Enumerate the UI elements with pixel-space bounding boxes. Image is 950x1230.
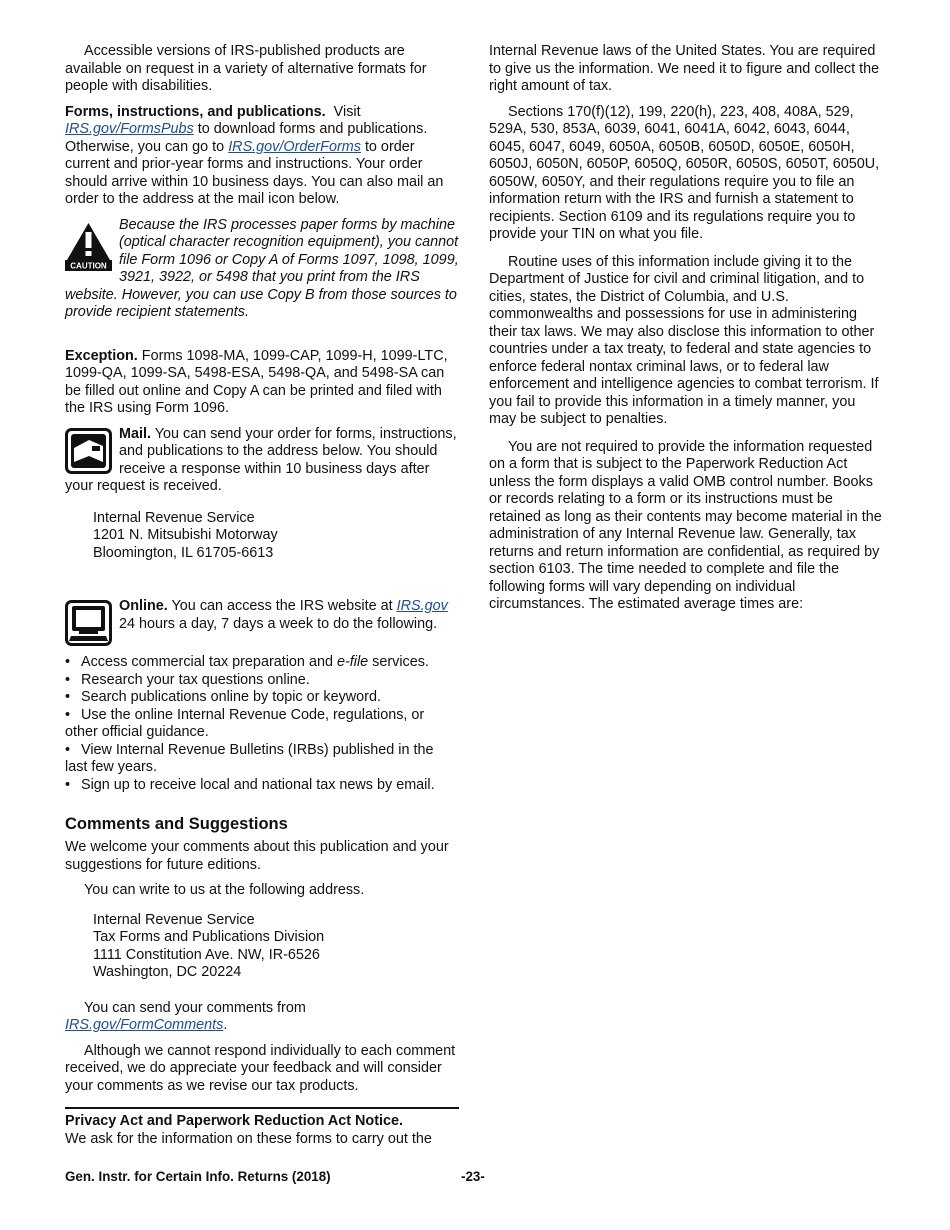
section-divider — [65, 1107, 459, 1109]
page-footer — [65, 1168, 883, 1186]
irs-gov-link[interactable]: IRS.gov — [396, 598, 448, 614]
comments-address: Internal Revenue Service Tax Forms and Publications Division 1111 Constitution Ave. NW, IR-6526 Washington, DC 20224 — [93, 911, 325, 980]
comments-paragraph-4: Although we cannot respond individually to each comment received, we do appreciate your feedback and will consider your comments as we revise our tax products. — [65, 1042, 456, 1094]
online-block: Online. You can access the IRS website at IRS.gov 24 hours a day, 7 days a week to do the following. — [65, 598, 459, 648]
mail-icon — [65, 428, 112, 474]
send-comments-paragraph: You can send your comments from IRS.gov/FormComments. — [65, 999, 306, 1033]
page-number: -23- — [461, 1169, 485, 1184]
mail-block — [65, 426, 459, 496]
comments-paragraph-1: We welcome your comments about this publication and your suggestions for future editions. — [65, 839, 449, 873]
list-item: • Search publications online by topic or keyword. — [65, 689, 381, 705]
privacy-heading: Privacy Act and Paperwork Reduction Act Notice. — [65, 1113, 404, 1129]
list-item: • View Internal Revenue Bulletins (IRBs) published in the last few years. — [65, 741, 434, 775]
caution-label: CAUTION — [70, 261, 107, 270]
irs-formspubs-link[interactable]: IRS.gov/FormsPubs — [65, 121, 194, 137]
accessible-versions-paragraph: Accessible versions of IRS-published products are available on request in a variety of alternative formats for people with disabilities. — [65, 43, 427, 94]
sections-paragraph: Sections 170(f)(12), 199, 220(h), 223, 408, 408A, 529, 529A, 530, 853A, 6039, 6041, 6041A, 6042, 6043, 6044, 6045, 6047, 6049, 6050A, 6050B, 6050D, 6050E, 6050H, 6050J, 6050N, 6050P, 6050Q, 6050R, 6050S, 6050T, 6050U, 6050W, 6050Y, and their regulations require you to file an information return with the IRS and furnish a statement to recipients. Section 6109 and its regulations require you to provide your TIN on what you file. — [489, 103, 880, 242]
mail-text: You can send your order for forms, instructions, and publications to the address below. You should receive a response within 10 business days after your request is received. — [65, 425, 457, 494]
irs-formcomments-link[interactable]: IRS.gov/FormComments — [65, 1017, 224, 1033]
order-address: Internal Revenue Service 1201 N. Mitsubishi Motorway Bloomington, IL 61705-6613 — [93, 509, 278, 561]
comments-paragraph-2: You can write to us at the following address. — [84, 882, 365, 898]
mail-heading: Mail. — [119, 425, 151, 442]
list-item: • Research your tax questions online. — [65, 671, 310, 688]
forms-paragraph: Forms, instructions, and publications. Visit IRS.gov/FormsPubs to download forms and publications. Otherwise, you can go to IRS.gov/OrderForms to order current and prior-year forms and instructions. Your order should arrive within 10 business days. You can also mail an order to the address at the mail icon below. — [65, 103, 444, 207]
list-item: • Sign up to receive local and national tax news by email. — [65, 776, 435, 793]
routine-uses-paragraph: Routine uses of this information include giving it to the Department of Justice for civil and criminal litigation, and to cities, states, the District of Columbia, and U.S. commonwealths and possessions for use in administering their tax laws. We may also disclose this information to other countries under a tax treaty, to federal and state agencies to enforce federal nontax criminal laws, or to federal law enforcement and intelligence agencies to combat terrorism. If you fail to provide this information in a timely manner, you may be subject to penalties. — [489, 253, 879, 427]
caution-icon — [65, 221, 112, 271]
caution-block — [65, 217, 459, 322]
caution-text: Because the IRS processes paper forms by machine (optical character recognition equipment), you cannot file Form 1096 or Copy A of Forms 1097, 1098, 1099, 3921, 3922, or 5498 that you print from the IRS website. However, you can use Copy B from those sources to provide recipient statements. — [65, 216, 459, 320]
privacy-continued-paragraph: Internal Revenue laws of the United States. You are required to give us the information. We need it to figure and collect the right amount of tax. — [489, 43, 880, 94]
irs-orderforms-link[interactable]: IRS.gov/OrderForms — [228, 138, 361, 155]
list-item: • Access commercial tax preparation and e-file services. — [65, 654, 429, 670]
list-item: • Use the online Internal Revenue Code, regulations, or other official guidance. — [65, 706, 425, 740]
forms-heading: Forms, instructions, and publications. — [65, 103, 326, 120]
left-column — [65, 43, 459, 1156]
paperwork-paragraph: You are not required to provide the information requested on a form that is subject to the Paperwork Reduction Act unless the form displays a valid OMB control number. Books or records relating to a form or its instructions must be retained as long as their contents may become material in the administration of any Internal Revenue law. Generally, tax returns and return information are confidential, as required by section 6103. The time needed to complete and file the following forms will vary depending on individual circumstances. The estimated average times are: — [489, 438, 882, 612]
comments-heading: Comments and Suggestions — [65, 815, 288, 833]
online-heading: Online. — [119, 598, 168, 614]
privacy-paragraph: Privacy Act and Paperwork Reduction Act Notice. We ask for the information on these forms to carry out the — [65, 1113, 432, 1147]
footer-title: Gen. Instr. for Certain Info. Returns (2018) — [65, 1169, 331, 1184]
online-bullet-list — [65, 654, 459, 794]
exception-paragraph: Exception. Forms 1098-MA, 1099-CAP, 1099-H, 1099-LTC, 1099-QA, 1099-SA, 5498-ESA, 5498-QA, and 5498-SA can be filled out online and Copy A can be printed and filed with the IRS using Form 1096. — [65, 347, 448, 416]
right-column — [489, 43, 883, 622]
computer-icon — [65, 600, 112, 646]
exception-heading: Exception. — [65, 347, 138, 364]
